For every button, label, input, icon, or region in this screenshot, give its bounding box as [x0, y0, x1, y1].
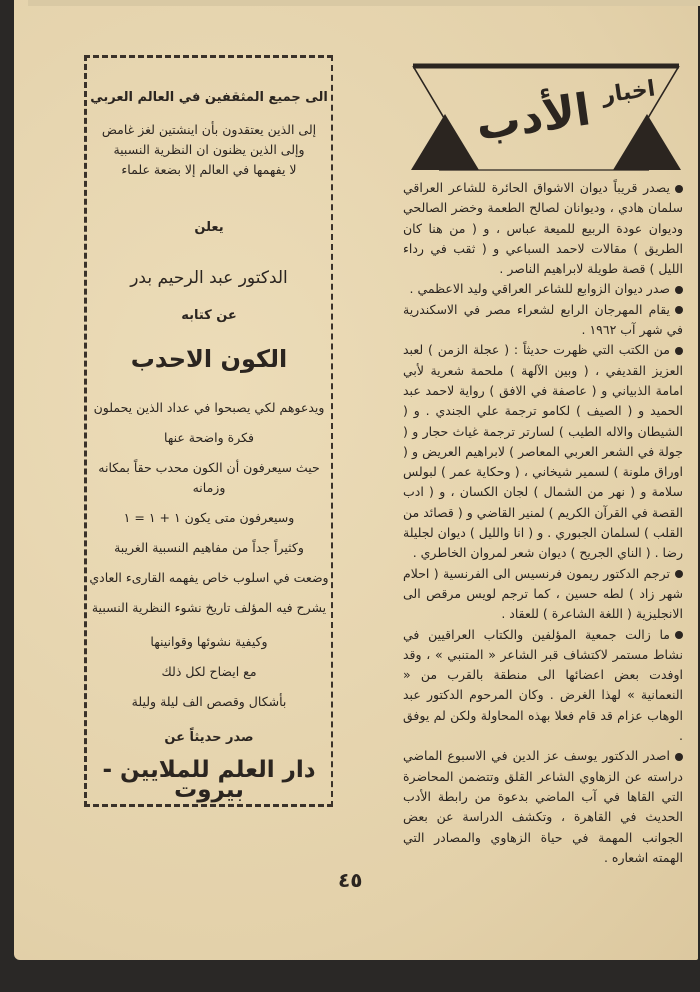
news-item: اصدر الدكتور يوسف عز الدين في الاسبوع الماضي دراسته عن الزهاوي الشاعر القلق وتتضمن المحاضرة التي القاها في آب الماضي بدعوة من رابطة الأدب الحديث في القاهرة ، وتكشف الدراسة عن بعض الجوانب المهمة في حياة الزهاوي والمصادر التي الهمته اشعاره .: [403, 748, 683, 865]
bullet-icon: [675, 570, 683, 578]
bullet-icon: [675, 185, 683, 193]
page-number: ٤٥: [338, 868, 363, 892]
ad-about: عن كتابه: [181, 308, 237, 323]
book-advertisement: [84, 55, 333, 807]
bullet-icon: [675, 347, 683, 355]
news-item: صدر ديوان الزوابع للشاعر العراقي وليد الاعظمي .: [403, 279, 683, 299]
ad-body-line: وضعت في اسلوب خاص يفهمه القارىء العادي: [89, 570, 329, 585]
ad-intro-line: لا يفهمها في العالم إلا بضعة علماء: [121, 162, 297, 177]
ad-body-line: فكرة واضحة عنها: [164, 430, 254, 445]
ad-intro-line: إلى الذين يعتقدون بأن اينشتين لغز غامض: [101, 122, 317, 137]
ad-body-line: ويدعوهم لكي يصبحوا في عداد الذين يحملون: [93, 400, 325, 415]
ad-intro: [87, 120, 331, 180]
ad-publisher: دار العلم للملايين - بيروت: [102, 757, 316, 803]
ad-body: [87, 398, 331, 618]
page-edge: [28, 0, 700, 6]
ad-feature-line: وكيفية نشوئها وقوانينها: [150, 634, 268, 649]
literary-news-section: [403, 62, 683, 884]
ad-intro-line: وإلى الذين يظنون ان النظرية النسبية: [113, 142, 305, 157]
news-item: ترجم الدكتور ريمون فرنسيس الى الفرنسية ( احلام شهر زاد ) لطه حسين ، كما ترجم لويس مرقص الى الانجليزية ( اللغة الشاعرة ) للعقاد .: [403, 565, 683, 622]
ad-features: [87, 632, 331, 712]
ad-feature-line: بأشكال وقصص الف ليلة وليلة: [131, 694, 287, 709]
news-item: ما زالت جمعية المؤلفين والكتاب العراقيين في نشاط مستمر لاكتشاف قبر الشاعر « المتنبي » ، وقد اوفدت بعض اعضائها الى منطقة بالقرب من « النعمانية » لهذا الغرض . وكان المرحوم الدكتور عبد الوهاب عزام قد قام فعلا بهذه المحاولة ولكن لم يوفق .: [403, 626, 683, 744]
news-item: يصدر قريباً ديوان الاشواق الحائرة للشاعر العراقي سلمان هادي ، وديوانان لصالح الطعمة وخضر الصالحي وديوان عودة الربيع للميعة عباس ، و ( من هنا كان الطريق ) مقالات لاحمد السباعي و ( ثقب في رداء الليل ) قصة طويلة لابراهيم الناصر .: [403, 180, 683, 277]
news-item: يقام المهرجان الرابع لشعراء مصر في الاسكندرية في شهر آب ١٩٦٢ .: [403, 301, 683, 338]
news-item: من الكتب التي ظهرت حديثاً : ( عجلة الزمن ) لعبد العزيز القديفي ، ( وبين الآلهة ) ملحمة شعرية لأبي امامة الذبياني و ( عاصفة في الافق ) رواية لاحمد عبد الحميد و ( الصيف ) لكامو ترجمة علي الجندي . و ( الشيطان والاله الطيب ) لسارتر ترجمة غياث حجار و ( جولة في الشعر العربي المعاصر ) لابراهيم العريض و ( اوراق ملونة ) لسمير شيخاني ، ( وحكاية عمر ) لبولس سلامة و ( نهر من الشمال ) لجان الكسان ، و ( ادب القصة في القرآن الكريم ) لمنير القاضي و ( قصائد من القلب ) لسلمان الجبوري . و ( انا والليل ) ديوان لجليلة رضا . ( الناي الجريح ) ديوان شعر لمروان الخاطري .: [403, 342, 683, 561]
ad-book-title: الكون الاحدب: [130, 345, 288, 373]
bullet-icon: [675, 631, 683, 639]
ad-heading: الى جميع المثقفين في العالم العربي: [90, 90, 328, 105]
bullet-icon: [675, 286, 683, 294]
bullet-icon: [675, 753, 683, 761]
banner-word-literature: الأدب: [473, 84, 594, 151]
ad-body-line: وكثيراً جداً من مفاهيم النسبية الغريبة: [114, 540, 304, 555]
news-banner: [409, 62, 681, 172]
ad-author: الدكتور عبد الرحيم بدر: [130, 268, 288, 288]
ad-body-line: وسيعرفون متى يكون ١ + ١ = ١: [123, 510, 295, 525]
news-list: [403, 178, 683, 868]
ad-body-line: حيث سيعرفون أن الكون محدب حقاً بمكانه وزمانه: [98, 460, 320, 495]
banner-word-news: اخبار: [600, 76, 657, 109]
ad-feature-line: مع ايضاح لكل ذلك: [161, 664, 257, 679]
ad-announce: يعلن: [194, 220, 224, 235]
ad-body-line: يشرح فيه المؤلف تاريخ نشوء النظرية النسبية: [91, 600, 327, 615]
bullet-icon: [675, 306, 683, 314]
ad-published-by: صدر حديثاً عن: [164, 730, 254, 745]
